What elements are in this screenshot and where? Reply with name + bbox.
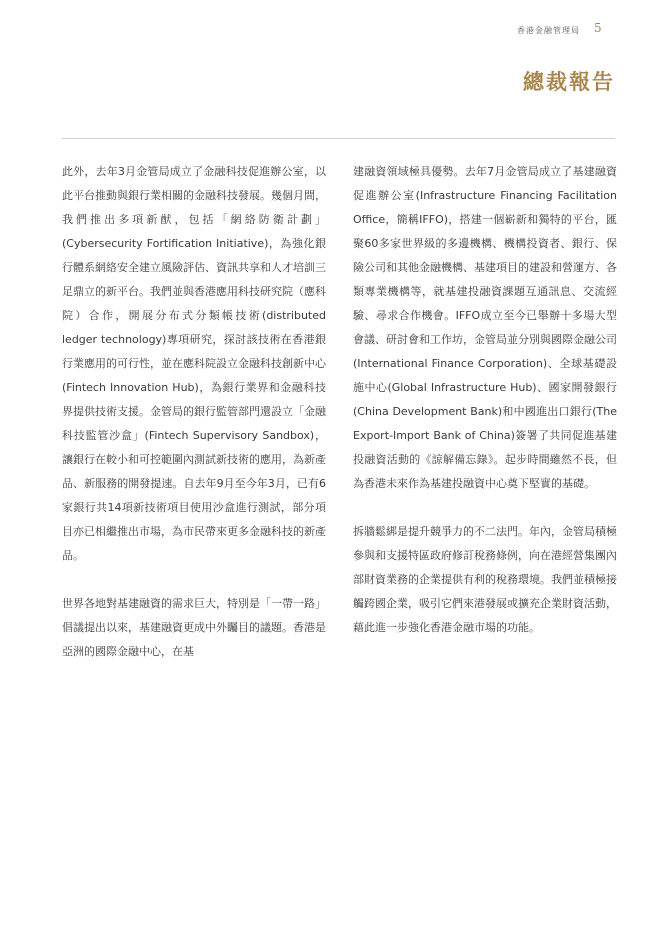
paragraph: 建融資領域極具優勢。去年7月金管局成立了基建融資促進辦公室(Infrastructure Financing Facilitation Office，簡稱IFFO)，搭建一個嶄新和獨特的平台，匯聚60多家世界級的多邊機構、機構投資者、銀行、保險公司和其他金融機構、基建項目的建設和營運方、各類專業機構等，就基建投融資課題互通訊息、交流經驗、尋求合作機會。IFFO成立至今已舉辦十多場大型會議、研討會和工作坊，金管局並分別與國際金融公司(International Finance Corporation)、全球基礎設施中心(Global Infrastructure Hub)、國家開發銀行(China Development Bank)和中國進出口銀行(The Export-Import Bank of China)簽署了共同促進基建投融資活動的《諒解備忘錄》。起步時間雖然不長，但為香港未來作為基建投融資中心奠下堅實的基礎。 — [353, 165, 617, 490]
paragraph: 此外，去年3月金管局成立了金融科技促進辦公室，以此平台推動與銀行業相關的金融科技發展。幾個月間，我們推出多項新猷，包括「網絡防衛計劃」(Cybersecurity Fortification Initiative)，為強化銀行體系網絡安全建立風險評估、資訊共享和人才培訓三足鼎立的新平台。我們並與香港應用科技研究院（應科院）合作，開展分布式分類帳技術(distributed ledger technology)專項研究，探討該技術在香港銀行業應用的可行性，並在應科院設立金融科技創新中心(Fintech Innovation Hub)，為銀行業界和金融科技界提供技術支援。金管局的銀行監管部門還設立「金融科技監管沙盒」(Fintech Supervisory Sandbox)，讓銀行在較小和可控範圍內測試新技術的應用，為新產品、新服務的開發提速。自去年9月至今年3月，已有6家銀行共14項新技術項目使用沙盒進行測試，部分項目亦已相繼推出市場，為市民帶來更多金融科技的新產品。 — [62, 165, 326, 562]
page-title: 總裁報告 — [523, 69, 615, 94]
paragraph: 拆牆鬆綁是提升競爭力的不二法門。年內，金管局積極參與和支援特區政府修訂稅務條例，向在港經營集團內部財資業務的企業提供有利的稅務環境。我們並積極接觸跨國企業，吸引它們來港發展或擴充企業財資活動，藉此進一步強化香港金融市場的功能。 — [353, 525, 617, 634]
right-column — [353, 160, 617, 640]
left-column — [62, 160, 326, 664]
page-number: 5 — [594, 21, 602, 35]
header-divider — [62, 138, 615, 139]
organization-name: 香港金融管理局 — [517, 26, 580, 35]
paragraph: 世界各地對基建融資的需求巨大，特別是「一帶一路」倡議提出以來，基建融資更成中外矚目的議題。香港是亞洲的國際金融中心，在基 — [62, 597, 326, 658]
